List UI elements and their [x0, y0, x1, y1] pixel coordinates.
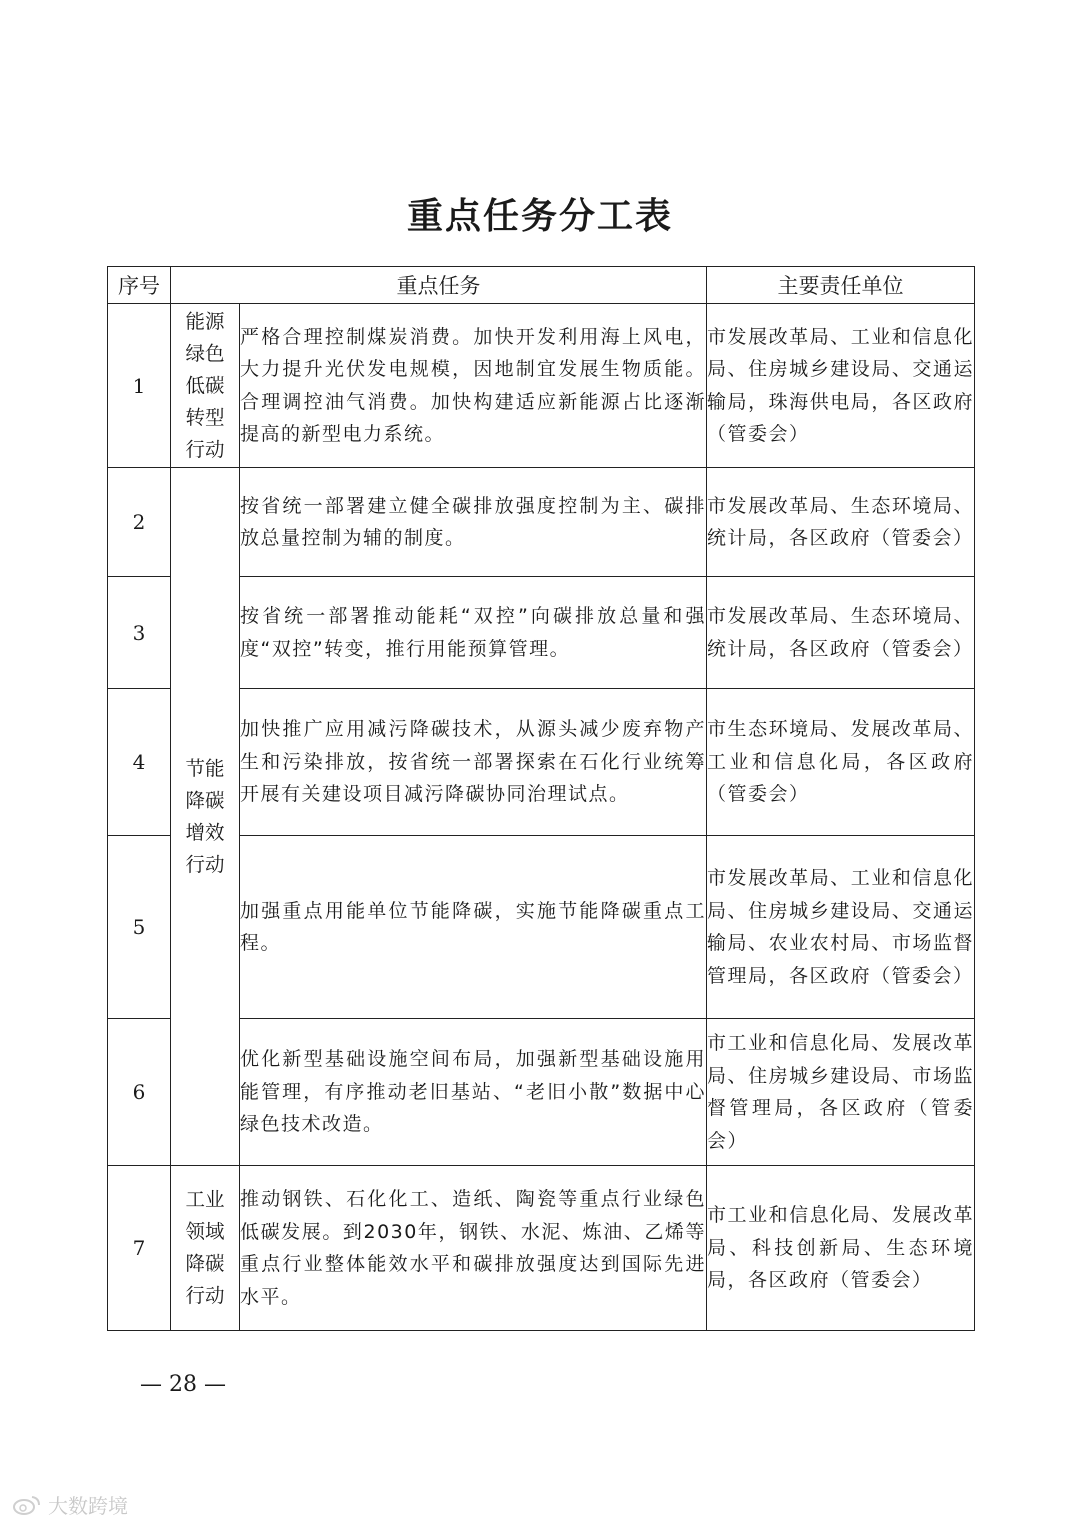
header-unit: 主要责任单位 [707, 267, 975, 304]
row-task: 加强重点用能单位节能降碳，实施节能降碳重点工程。 [240, 836, 707, 1019]
row-unit: 市发展改革局、生态环境局、统计局，各区政府（管委会） [707, 468, 975, 577]
row-number: 1 [108, 304, 171, 468]
row-unit: 市发展改革局、工业和信息化局、住房城乡建设局、交通运输局、农业农村局、市场监督管理局，各区政府（管委会） [707, 836, 975, 1019]
header-no: 序号 [108, 267, 171, 304]
row-task: 按省统一部署推动能耗“双控”向碳排放总量和强度“双控”转变，推行用能预算管理。 [240, 577, 707, 689]
row-category [171, 1166, 240, 1331]
task-table [107, 266, 975, 1331]
row-unit: 市发展改革局、生态环境局、统计局，各区政府（管委会） [707, 577, 975, 689]
table-row [108, 304, 975, 468]
row-unit: 市工业和信息化局、发展改革局、住房城乡建设局、市场监督管理局，各区政府（管委会） [707, 1019, 975, 1166]
row-unit: 市生态环境局、发展改革局、工业和信息化局，各区政府（管委会） [707, 689, 975, 836]
row-number: 5 [108, 836, 171, 1019]
row-number: 3 [108, 577, 171, 689]
row-unit: 市工业和信息化局、发展改革局、科技创新局、生态环境局，各区政府（管委会） [707, 1166, 975, 1331]
row-task: 加快推广应用减污降碳技术，从源头减少废弃物产生和污染排放，按省统一部署探索在石化行业统筹开展有关建设项目减污降碳协同治理试点。 [240, 689, 707, 836]
page-title: 重点任务分工表 [406, 196, 673, 237]
table-row [108, 1166, 975, 1331]
row-task: 按省统一部署建立健全碳排放强度控制为主、碳排放总量控制为辅的制度。 [240, 468, 707, 577]
row-number: 6 [108, 1019, 171, 1166]
table-header-row [108, 267, 975, 304]
category-label: 工业领域降碳行动 [185, 1188, 225, 1307]
table-row [108, 468, 975, 577]
category-label: 能源绿色低碳转型行动 [185, 309, 225, 461]
row-unit: 市发展改革局、工业和信息化局、住房城乡建设局、交通运输局，珠海供电局，各区政府（管委会） [707, 304, 975, 468]
row-task: 严格合理控制煤炭消费。加快开发利用海上风电，大力提升光伏发电规模，因地制宜发展生物质能。合理调控油气消费。加快构建适应新能源占比逐渐提高的新型电力系统。 [240, 304, 707, 468]
category-label: 节能降碳增效行动 [185, 756, 225, 876]
row-number: 7 [108, 1166, 171, 1331]
row-task: 推动钢铁、石化化工、造纸、陶瓷等重点行业绿色低碳发展。到2030年，钢铁、水泥、炼油、乙烯等重点行业整体能效水平和碳排放强度达到国际先进水平。 [240, 1166, 707, 1331]
header-task: 重点任务 [171, 267, 707, 304]
weibo-logo-icon [12, 1494, 42, 1516]
watermark-text: 大数跨境 [48, 1494, 128, 1518]
row-category [171, 304, 240, 468]
row-task: 优化新型基础设施空间布局，加强新型基础设施用能管理，有序推动老旧基站、“老旧小散”数据中心绿色技术改造。 [240, 1019, 707, 1166]
row-category [171, 468, 240, 1166]
page-number: — 28 — [140, 1372, 226, 1397]
row-number: 4 [108, 689, 171, 836]
watermark [12, 1490, 128, 1519]
row-number: 2 [108, 468, 171, 577]
